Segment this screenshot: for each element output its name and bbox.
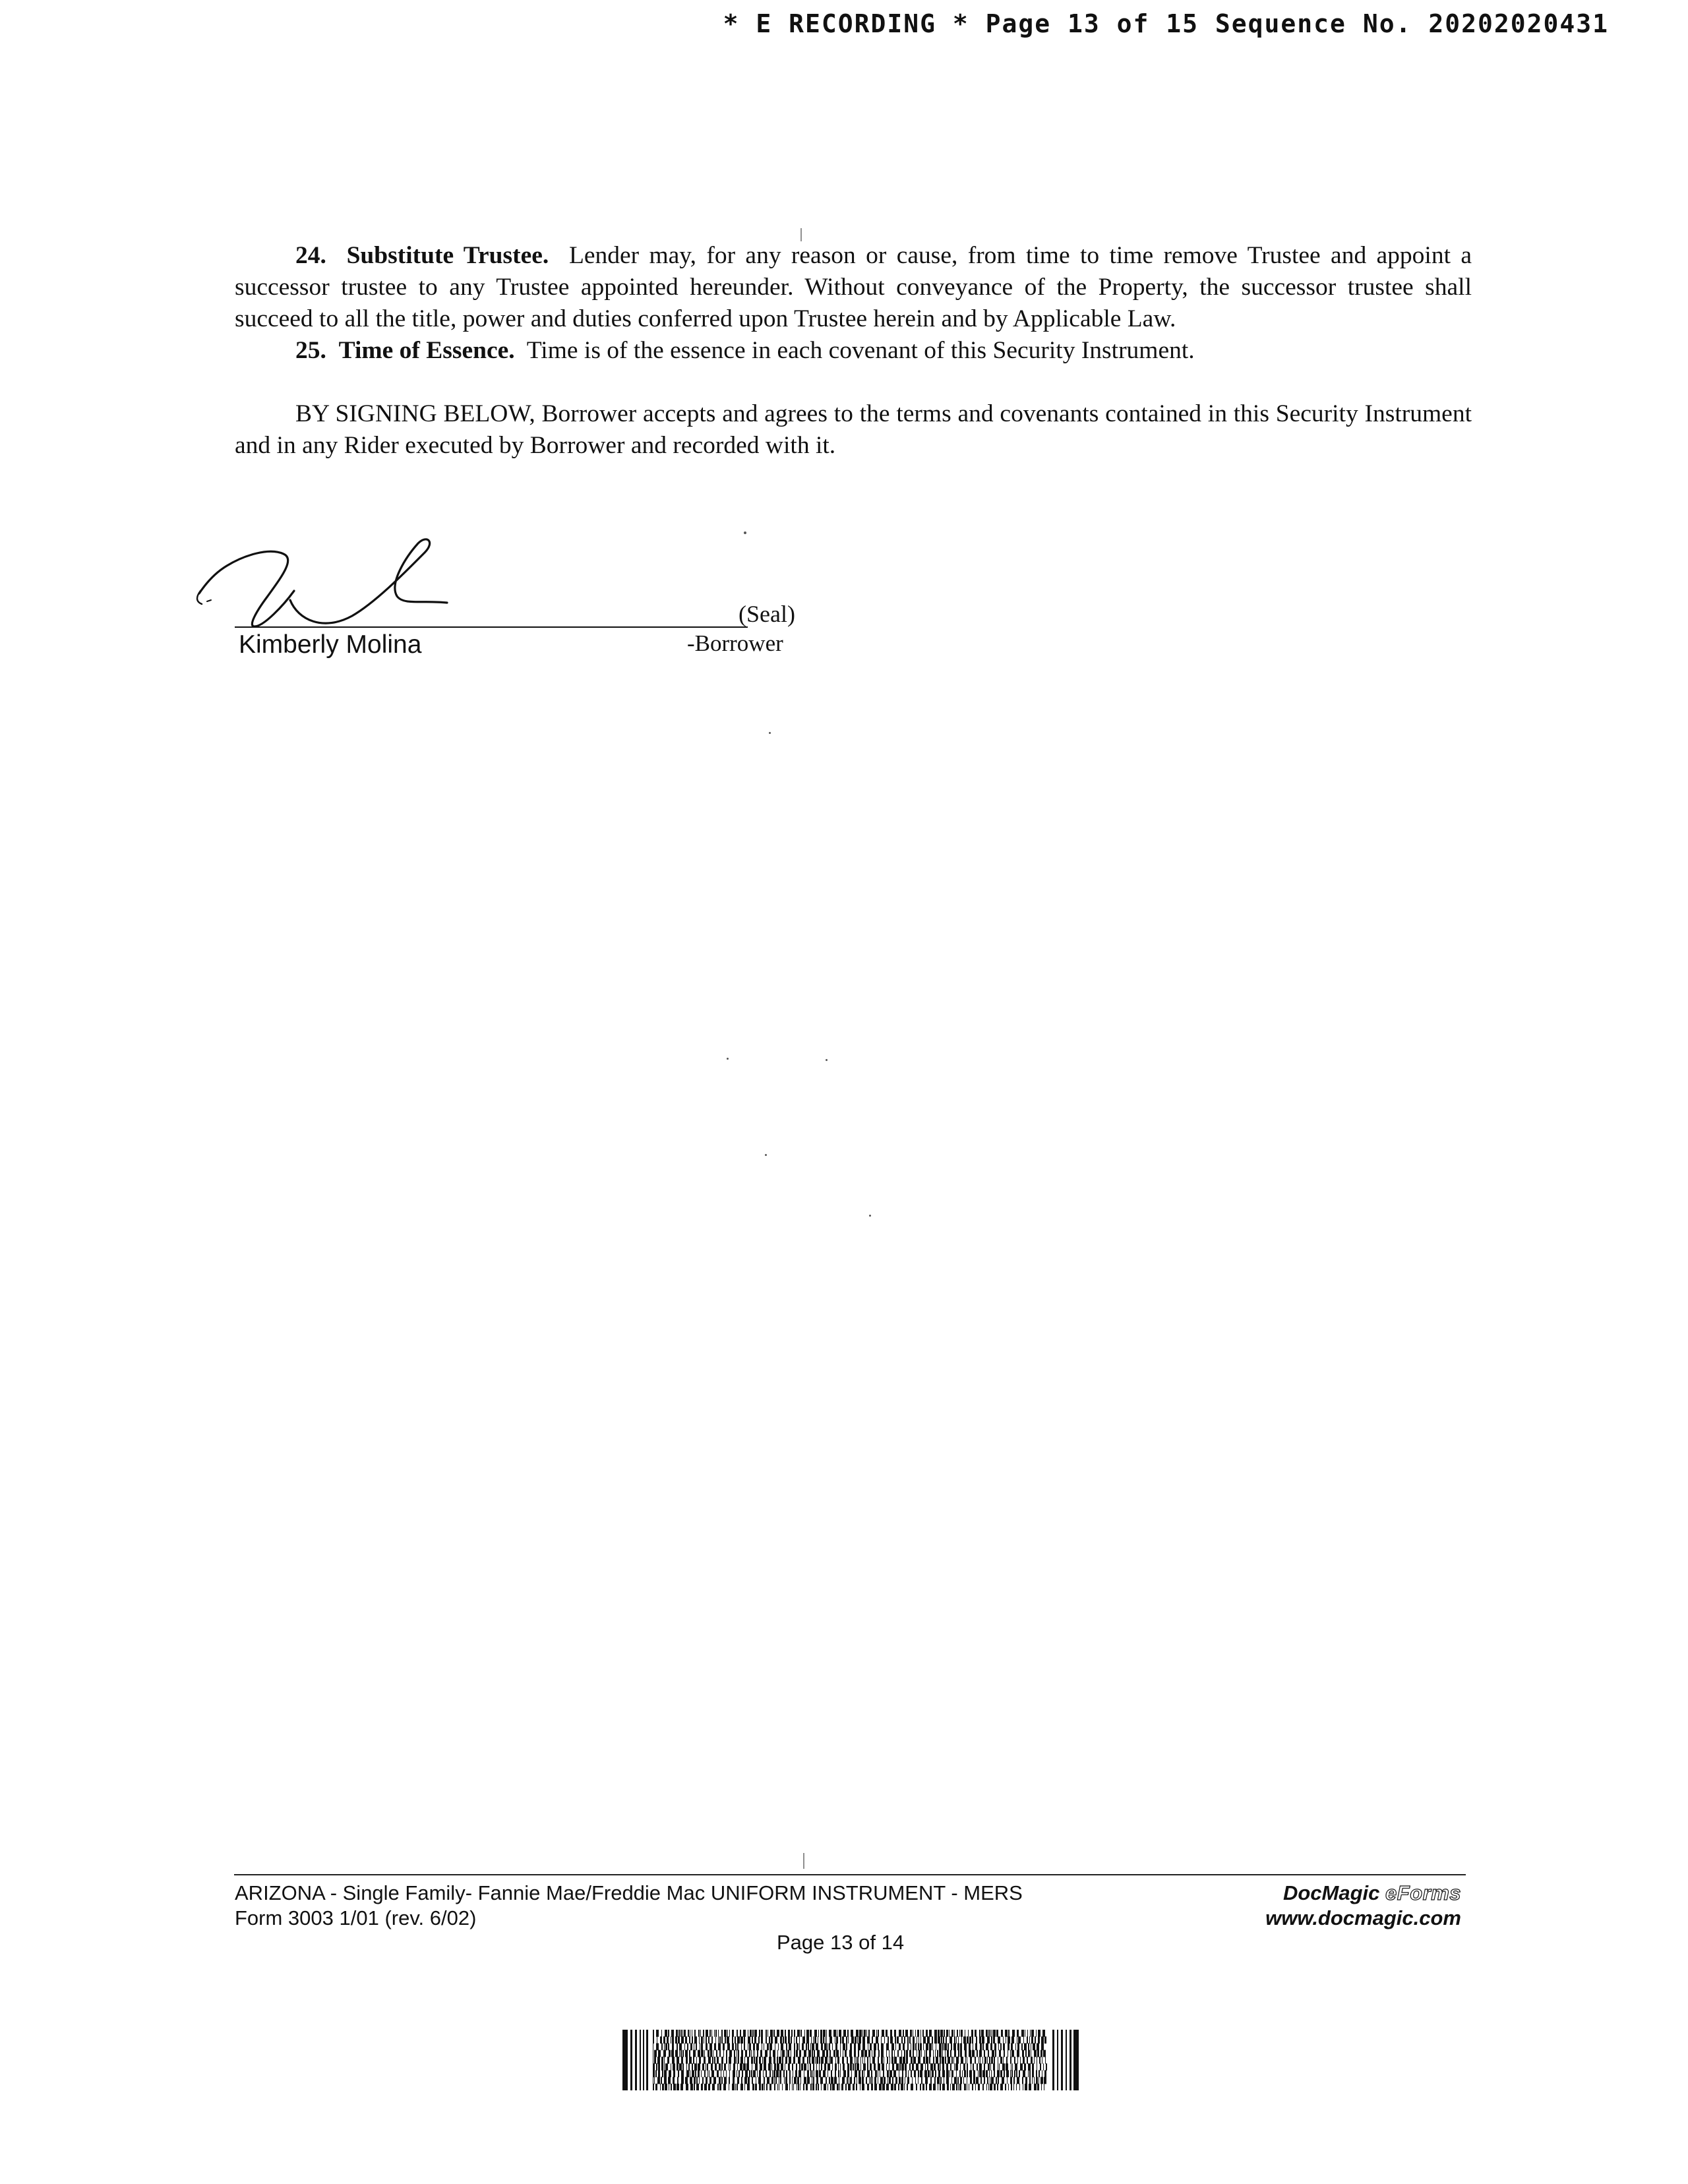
scan-speck xyxy=(765,1154,767,1156)
signature-block xyxy=(191,528,824,673)
scan-mark xyxy=(800,228,802,241)
section-number: 24. xyxy=(295,242,326,269)
brand-eforms: eForms xyxy=(1385,1881,1461,1904)
section-25 xyxy=(235,335,1472,367)
scan-speck xyxy=(727,1058,729,1060)
section-text: Time is of the essence in each covenant of this Security Instrument. xyxy=(526,337,1195,364)
signer-role: -Borrower xyxy=(687,630,783,656)
brand-url: www.docmagic.com xyxy=(1265,1906,1461,1929)
scan-speck xyxy=(744,531,746,534)
form-line-1: ARIZONA - Single Family- Fannie Mae/Freddie Mac UNIFORM INSTRUMENT - MERS xyxy=(235,1881,1023,1904)
section-title: Substitute Trustee. xyxy=(346,242,549,269)
recording-header: * E RECORDING * Page 13 of 15 Sequence No. 20202020431 xyxy=(723,9,1609,38)
scan-speck xyxy=(826,1059,828,1061)
section-number: 25. xyxy=(295,337,326,364)
section-text: Lender may, for any reason or cause, from time to time remove Trustee and appoint a successor trustee to any Trustee appointed hereunder. Without conveyance of the Property, the successor trustee shall succeed to all the title, power and duties conferred upon Trustee herein and by Applicable Law. xyxy=(235,242,1472,332)
page-number: Page 13 of 14 xyxy=(777,1931,905,1954)
signature-line xyxy=(235,626,748,628)
barcode-image xyxy=(622,2030,1079,2090)
signing-statement-text: BY SIGNING BELOW, Borrower accepts and agrees to the terms and covenants contained in this Security Instrument and in any Rider executed by Borrower and recorded with it. xyxy=(235,400,1472,459)
signing-statement xyxy=(235,398,1472,462)
signer-name: Kimberly Molina xyxy=(239,630,422,659)
scan-speck xyxy=(769,732,771,734)
section-24 xyxy=(235,240,1472,335)
docmagic-brand xyxy=(1265,1881,1461,1931)
seal-label: (Seal) xyxy=(738,601,795,627)
brand-name: DocMagic xyxy=(1282,1881,1380,1904)
form-line-2: Form 3003 1/01 (rev. 6/02) xyxy=(235,1906,477,1929)
handwritten-signature xyxy=(191,528,468,633)
footer-rule xyxy=(234,1874,1466,1875)
form-identifier xyxy=(235,1881,1023,1931)
scan-speck xyxy=(869,1215,871,1217)
section-title: Time of Essence. xyxy=(338,337,515,364)
scan-mark xyxy=(803,1853,804,1869)
